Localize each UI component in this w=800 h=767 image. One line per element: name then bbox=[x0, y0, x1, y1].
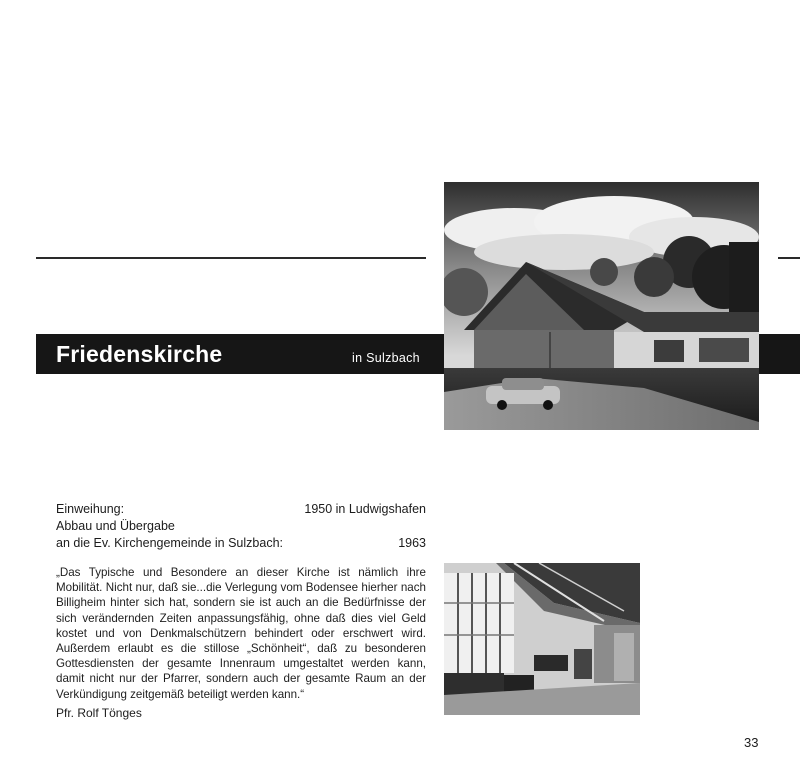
fact-row-handover bbox=[56, 535, 426, 551]
quote-author: Pfr. Rolf Tönges bbox=[56, 706, 142, 720]
church-exterior-photo bbox=[444, 182, 759, 430]
divider-line-left bbox=[36, 257, 426, 259]
page-subtitle: in Sulzbach bbox=[352, 351, 420, 365]
page-title: Friedenskirche bbox=[56, 341, 223, 367]
divider-line-right bbox=[778, 257, 800, 259]
fact-value: 1950 in Ludwigshafen bbox=[304, 502, 426, 516]
fact-label: Einweihung: bbox=[56, 502, 125, 516]
page-number: 33 bbox=[744, 735, 759, 750]
pastor-quote: „Das Typische und Besondere an dieser Kirche ist nämlich ihre Mobilität. Nicht nur, daß sie...die Verlegung vom Bodensee hierher nach Billigheim hinter sich hat, sondern sie ist auch an die Bedürfnisse der sich verändernden Zeiten anpassungsfähig, ohne daß dies viel Geld kostet und von Denkmalschützern behindert oder erschwert wird. Außerdem erlaubt es die stillose „Schönheit“, daß zu besonderen Gottesdiensten der gesamte Innenraum umgestaltet werden kann, damit nicht nur der Pfarrer, sondern auch der gesamte Raum an der Verkündigung zeitgemäß beteiligt werden kann.“ bbox=[56, 566, 426, 701]
fact-value: 1963 bbox=[398, 536, 426, 550]
fact-row-inauguration bbox=[56, 501, 426, 517]
fact-label: Abbau und Übergabe bbox=[56, 519, 175, 533]
church-interior-photo bbox=[444, 563, 640, 715]
fact-label: an die Ev. Kirchengemeinde in Sulzbach: bbox=[56, 536, 283, 550]
fact-row-transfer bbox=[56, 518, 426, 534]
